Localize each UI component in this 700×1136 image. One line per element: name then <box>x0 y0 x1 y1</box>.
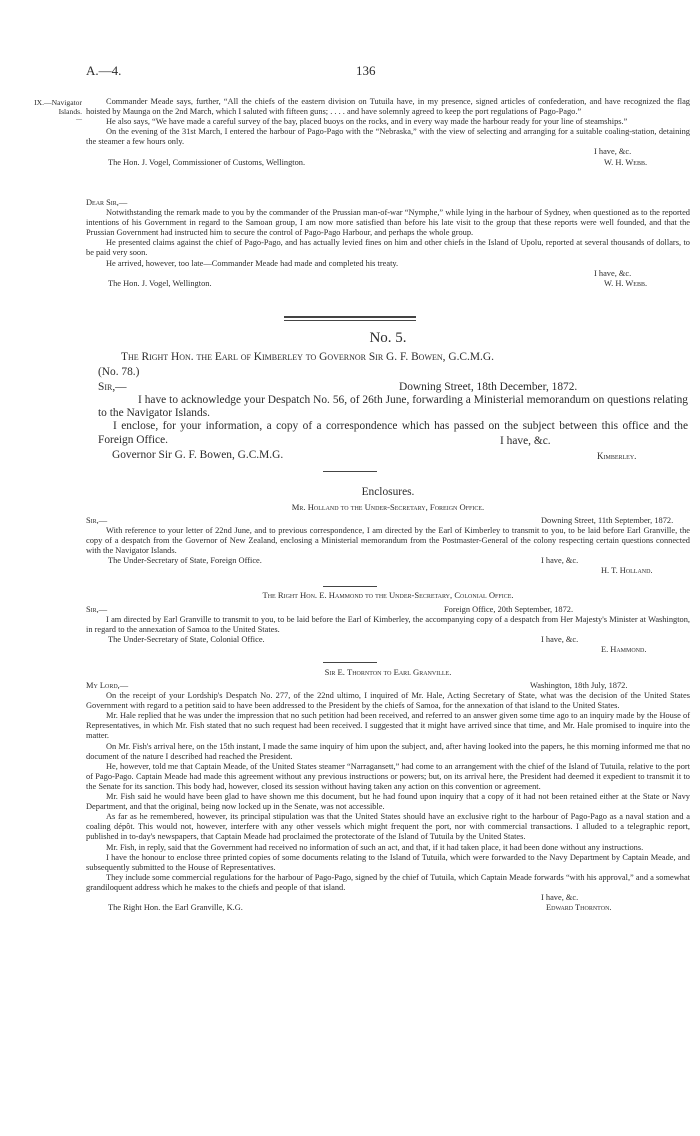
paragraph: As far as he remembered, however, its principal stipulation was that the United States should have an exclusive right to the harbour of Pago-Pago as a naval station and a coaling dépôt. This would not, however, interfere with any other vessels which might frequent the port, nor with commercial transactions. I alluded to a telegraphic report, published in to-day's newspapers, that Captain Meade had proclaimed the protectorate of the Island of Tutuila by the United States. <box>86 812 690 842</box>
enclosure-thornton <box>86 681 690 913</box>
margin-note-dash: — <box>76 117 82 123</box>
letter-webb-2 <box>86 198 690 289</box>
salutation: My Lord,— <box>86 681 129 690</box>
dateline: Washington, 18th July, 1872. <box>530 681 628 690</box>
section-rule-thin <box>284 320 416 321</box>
enclosure-holland <box>86 516 690 577</box>
addressee: The Right Hon. the Earl Granville, K.G. <box>108 903 243 913</box>
paragraph: I have to acknowledge your Despatch No. 56, of 26th June, forwarding a Ministerial memorandum on questions relating to the Navigator Islands. <box>98 394 688 420</box>
signature: E. Hammond. <box>601 645 647 655</box>
dateline: Downing Street, 18th December, 1872. <box>399 381 578 393</box>
signature: H. T. Holland. <box>601 566 653 576</box>
paragraph: Mr. Fish, in reply, said that the Government had received no information of such an act, and that, if it had taken place, it had been done without any instructions. <box>106 842 644 852</box>
dateline: Foreign Office, 20th September, 1872. <box>444 605 574 614</box>
salutation: Sir,— <box>98 381 127 393</box>
signature: Kimberley. <box>597 451 637 461</box>
paragraph: Notwithstanding the remark made to you by the commander of the Prussian man-of-war “Nymphe,” while lying in the harbour of Sydney, when questioned as to the reported intentions of his Government in regard to the Samoan group, I am now more satisfied than before his late visit to the group that these reports were well founded, and that the Prussian Government had instructed him to secure the control of Pago-Pago Harbour, and perhaps the whole group. <box>86 208 690 238</box>
margin-note-line-1: IX.—Navigator <box>34 98 82 107</box>
signature: Edward Thornton. <box>546 903 612 913</box>
addressee: The Under-Secretary of State, Foreign Office. <box>108 556 262 566</box>
paragraph: Mr. Fish said he would have been glad to have shown me this document, but he had found upon inquiry that a copy of it had not been retained either at the State or Navy Department, and that the original, being now locked up in the Senate, was not accessible. <box>86 792 690 812</box>
paragraph: On the evening of the 31st March, I entered the harbour of Pago-Pago with the “Nebraska,” with the view of selecting and arranging for a suitable coaling-station, detaining the steamer a few hours only. <box>86 127 690 147</box>
page-reference: A.—4. <box>86 63 122 78</box>
salutation: Sir,— <box>86 605 108 614</box>
despatch-number: (No. 78.) <box>98 366 140 378</box>
paragraph: He presented claims against the chief of Pago-Pago, and has actually levied fines on him and other chiefs in the Island of Upolu, reported at several thousands of dollars, to be paid very soon. <box>86 238 690 258</box>
section-rule <box>284 316 416 318</box>
paragraph: Mr. Hale replied that he was under the impression that no such petition had been received, and referred to an answer given some time ago to an inquiry made by the House of Representatives, in which Mr. Fish stated that no such request had been received. I suggested that it might have arrived since that time, and Mr. Hale promised to inquire into the matter. <box>86 711 690 741</box>
section-heading-no5: No. 5. <box>369 330 407 346</box>
paragraph: With reference to your letter of 22nd June, and to previous correspondence, I am directed by the Earl of Kimberley to transmit to you, to be laid before Earl Granville, the copy of a despatch from the Governor of New Zealand, enclosing a Ministerial memorandum from the Postmaster-General of the colony respecting certain questions connected with the Navigator Islands. <box>86 526 690 556</box>
margin-note-line-2: Islands. <box>58 107 82 116</box>
enclosures-heading: Enclosures. <box>361 486 415 498</box>
section-rule <box>323 471 377 472</box>
paragraph: On Mr. Fish's arrival here, on the 15th instant, I made the same inquiry of him upon the subject, and, after having looked into the papers, he this morning informed me that no document of the nature I described had reached the President. <box>86 741 690 761</box>
section-rule <box>323 586 377 587</box>
addressee: The Hon. J. Vogel, Wellington. <box>108 278 212 288</box>
enclosure-title: Mr. Holland to the Under-Secretary, Foreign Office. <box>291 502 485 512</box>
letter-webb-1 <box>86 97 690 168</box>
addressee: The Hon. J. Vogel, Commissioner of Customs, Wellington. <box>108 157 306 167</box>
closing: I have, &c. <box>594 147 632 157</box>
salutation: Dear Sir,— <box>86 198 128 207</box>
paragraph: He, however, told me that Captain Meade, of the United States steamer “Narragansett,” had come to an arrangement with the chief of the Island of Tutuila, relative to the port of Pago-Pago. Captain Meade had made this agreement without any previous instructions or powers; but, on its arrival here, the President had deemed it expedient to transmit it to the Senate for its sanction. This body had, however, closed its session without having taken any action on this convention or agreement. <box>86 761 690 791</box>
page-number: 136 <box>356 63 376 78</box>
paragraph: Commander Meade says, further, “All the chiefs of the eastern division on Tutuila have, in my presence, signed articles of confederation, and have recognized the flag hoisted by Maunga on the 2nd March, which I saluted with fifteen guns; . . . . and have solemnly agreed to keep the port regulations of Pago-Pago.” <box>86 97 690 117</box>
enclosure-hammond <box>86 605 690 655</box>
signature: W. H. Webb. <box>604 157 648 167</box>
salutation: Sir,— <box>86 516 108 525</box>
paragraph: He arrived, however, too late—Commander Meade had made and completed his treaty. <box>106 258 399 268</box>
closing: I have, &c. <box>541 892 579 902</box>
paragraph: I am directed by Earl Granville to transmit to you, to be laid before the Earl of Kimberley, the accompanying copy of a despatch from Her Majesty's Minister at Washington, in regard to the annexation of Samoa to the United States. <box>86 615 690 635</box>
addressee: Governor Sir G. F. Bowen, G.C.M.G. <box>112 449 284 461</box>
despatch-body <box>98 394 688 447</box>
margin-note <box>20 98 82 125</box>
closing: I have, &c. <box>541 635 579 645</box>
enclosure-title: The Right Hon. E. Hammond to the Under-Secretary, Colonial Office. <box>262 590 514 600</box>
signature: W. H. Webb. <box>604 278 648 288</box>
closing: I have, &c. <box>500 435 551 447</box>
closing: I have, &c. <box>541 556 579 566</box>
section-rule <box>323 662 377 663</box>
paragraph: I enclose, for your information, a copy of a correspondence which has passed on the subject between this office and the Foreign Office. <box>98 420 688 446</box>
paragraph: I have the honour to enclose three printed copies of some documents relating to the Island of Tutuila, which were forwarded to the Navy Department by Captain Meade, and subsequently submitted to the House of Representatives. <box>86 852 690 872</box>
paragraph: They include some commercial regulations for the harbour of Pago-Pago, signed by the chief of Tutuila, which Captain Meade forwards “with his approval,” and a somewhat grandiloquent address which he makes to the chiefs and people of that island. <box>86 872 690 892</box>
paragraph: He also says, “We have made a careful survey of the bay, placed buoys on the rocks, and in every way made the harbour ready for your line of steamships.” <box>106 117 628 127</box>
paragraph: On the receipt of your Lordship's Despatch No. 277, of the 22nd ultimo, I inquired of Mr. Hale, Acting Secretary of State, what was the decision of the United States Government with regard to a petition said to have been addressed to the President by the chiefs of Samoa, for the annexation of that island to the United States. <box>86 691 690 711</box>
dateline: Downing Street, 11th September, 1872. <box>541 516 674 525</box>
despatch-title: The Right Hon. the Earl of Kimberley to Governor Sir G. F. Bowen, G.C.M.G. <box>121 351 494 363</box>
enclosure-title: Sir E. Thornton to Earl Granville. <box>324 667 452 677</box>
addressee: The Under-Secretary of State, Colonial Office. <box>108 635 265 645</box>
closing: I have, &c. <box>594 268 632 278</box>
